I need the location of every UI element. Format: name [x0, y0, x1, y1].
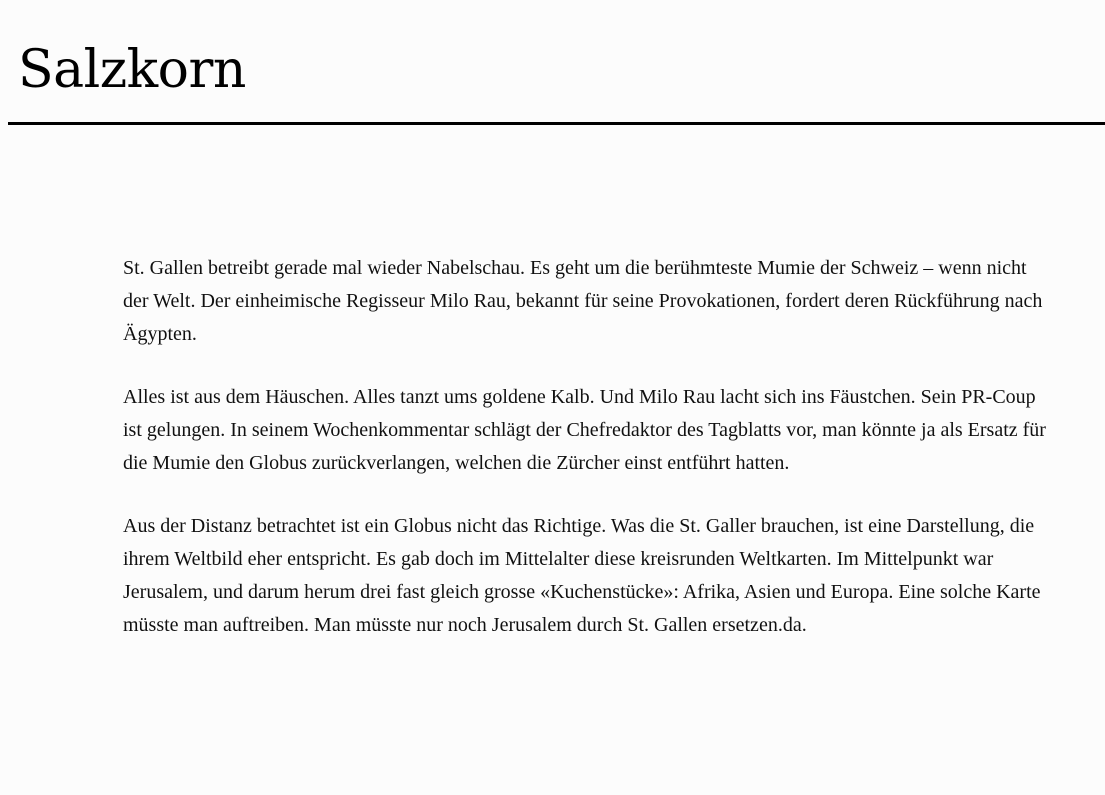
page-header	[8, 0, 1105, 125]
page-title: Salzkorn	[18, 40, 246, 100]
article-body	[123, 252, 1053, 672]
article-paragraph: Alles ist aus dem Häuschen. Alles tanzt ums goldene Kalb. Und Milo Rau lacht sich ins Fäustchen. Sein PR-Coup ist gelungen. In seinem Wochenkommentar schlägt der Chefredaktor des Tagblatts vor, man könnte ja als Ersatz für die Mumie den Globus zurückverlangen, welchen die Zürcher einst entführt hatten.	[123, 386, 1046, 474]
article-paragraph: St. Gallen betreibt gerade mal wieder Nabelschau. Es geht um die berühmteste Mumie der Schweiz – wenn nicht der Welt. Der einheimische Regisseur Milo Rau, bekannt für seine Provokationen, fordert deren Rückführung nach Ägypten.	[123, 257, 1043, 345]
article-paragraph: Aus der Distanz betrachtet ist ein Globus nicht das Richtige. Was die St. Galler brauchen, ist eine Darstellung, die ihrem Weltbild eher entspricht. Es gab doch im Mittelalter diese kreisrunden Weltkarten. Im Mittelpunkt war Jerusalem, und darum herum drei fast gleich grosse «Kuchenstücke»: Afrika, Asien und Europa. Eine solche Karte müsste man auftreiben. Man müsste nur noch Jerusalem durch St. Gallen ersetzen.da.	[123, 515, 1041, 636]
